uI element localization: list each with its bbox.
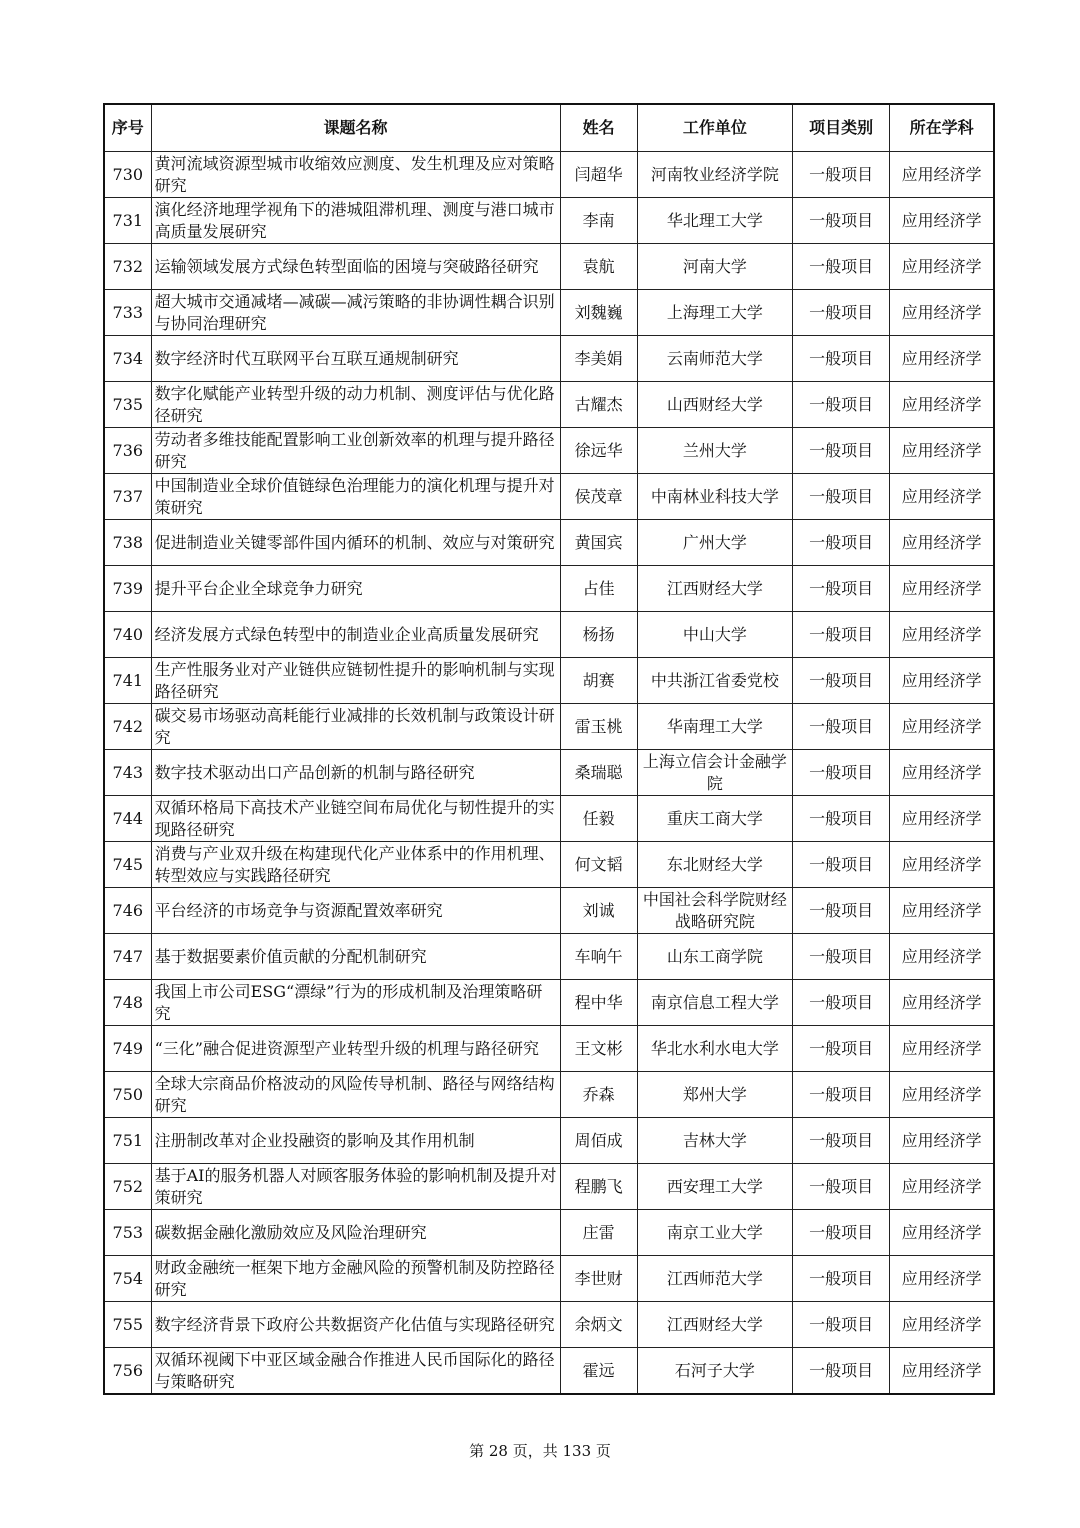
cell-unit: 云南师范大学 bbox=[637, 336, 792, 382]
cell-type: 一般项目 bbox=[793, 888, 890, 934]
header-title: 课题名称 bbox=[151, 104, 560, 152]
cell-unit: 山西财经大学 bbox=[637, 382, 792, 428]
cell-title: 提升平台企业全球竞争力研究 bbox=[151, 566, 560, 612]
cell-subject: 应用经济学 bbox=[890, 612, 994, 658]
cell-name: 乔森 bbox=[560, 1072, 637, 1118]
cell-no: 744 bbox=[104, 796, 151, 842]
cell-no: 741 bbox=[104, 658, 151, 704]
cell-unit: 中南林业科技大学 bbox=[637, 474, 792, 520]
table-row bbox=[104, 152, 994, 198]
cell-no: 753 bbox=[104, 1210, 151, 1256]
cell-unit: 河南牧业经济学院 bbox=[637, 152, 792, 198]
table-row bbox=[104, 1302, 994, 1348]
cell-type: 一般项目 bbox=[793, 1210, 890, 1256]
cell-unit: 上海理工大学 bbox=[637, 290, 792, 336]
cell-name: 雷玉桃 bbox=[560, 704, 637, 750]
cell-subject: 应用经济学 bbox=[890, 520, 994, 566]
cell-type: 一般项目 bbox=[793, 1164, 890, 1210]
cell-type: 一般项目 bbox=[793, 796, 890, 842]
cell-unit: 广州大学 bbox=[637, 520, 792, 566]
cell-title: 劳动者多维技能配置影响工业创新效率的机理与提升路径研究 bbox=[151, 428, 560, 474]
cell-no: 730 bbox=[104, 152, 151, 198]
cell-title: 基于数据要素价值贡献的分配机制研究 bbox=[151, 934, 560, 980]
page-footer: 第 28 页，共 133 页 bbox=[469, 1442, 611, 1460]
cell-name: 周佰成 bbox=[560, 1118, 637, 1164]
cell-type: 一般项目 bbox=[793, 152, 890, 198]
cell-subject: 应用经济学 bbox=[890, 704, 994, 750]
table-row bbox=[104, 198, 994, 244]
cell-title: 全球大宗商品价格波动的风险传导机制、路径与网络结构研究 bbox=[151, 1072, 560, 1118]
cell-title: 经济发展方式绿色转型中的制造业企业高质量发展研究 bbox=[151, 612, 560, 658]
cell-subject: 应用经济学 bbox=[890, 1072, 994, 1118]
cell-name: 袁航 bbox=[560, 244, 637, 290]
cell-type: 一般项目 bbox=[793, 520, 890, 566]
cell-title: 碳交易市场驱动高耗能行业减排的长效机制与政策设计研究 bbox=[151, 704, 560, 750]
cell-type: 一般项目 bbox=[793, 1118, 890, 1164]
cell-name: 胡赛 bbox=[560, 658, 637, 704]
table-row bbox=[104, 1118, 994, 1164]
cell-unit: 中山大学 bbox=[637, 612, 792, 658]
cell-subject: 应用经济学 bbox=[890, 1256, 994, 1302]
cell-unit: 重庆工商大学 bbox=[637, 796, 792, 842]
table-row bbox=[104, 520, 994, 566]
table-row bbox=[104, 566, 994, 612]
table-row bbox=[104, 612, 994, 658]
cell-unit: 郑州大学 bbox=[637, 1072, 792, 1118]
cell-title: 促进制造业关键零部件国内循环的机制、效应与对策研究 bbox=[151, 520, 560, 566]
cell-name: 庄雷 bbox=[560, 1210, 637, 1256]
cell-unit: 江西师范大学 bbox=[637, 1256, 792, 1302]
cell-type: 一般项目 bbox=[793, 704, 890, 750]
cell-title: 消费与产业双升级在构建现代化产业体系中的作用机理、转型效应与实践路径研究 bbox=[151, 842, 560, 888]
cell-name: 李美娟 bbox=[560, 336, 637, 382]
cell-name: 李南 bbox=[560, 198, 637, 244]
cell-name: 刘诚 bbox=[560, 888, 637, 934]
table-row bbox=[104, 290, 994, 336]
table-row bbox=[104, 1164, 994, 1210]
cell-type: 一般项目 bbox=[793, 244, 890, 290]
cell-no: 756 bbox=[104, 1348, 151, 1395]
cell-no: 745 bbox=[104, 842, 151, 888]
cell-subject: 应用经济学 bbox=[890, 1302, 994, 1348]
header-unit: 工作单位 bbox=[637, 104, 792, 152]
cell-title: 数字经济背景下政府公共数据资产化估值与实现路径研究 bbox=[151, 1302, 560, 1348]
cell-title: 我国上市公司ESG“漂绿”行为的形成机制及治理策略研究 bbox=[151, 980, 560, 1026]
cell-type: 一般项目 bbox=[793, 1256, 890, 1302]
cell-subject: 应用经济学 bbox=[890, 428, 994, 474]
cell-no: 748 bbox=[104, 980, 151, 1026]
cell-no: 735 bbox=[104, 382, 151, 428]
cell-name: 任毅 bbox=[560, 796, 637, 842]
cell-title: 基于AI的服务机器人对顾客服务体验的影响机制及提升对策研究 bbox=[151, 1164, 560, 1210]
cell-type: 一般项目 bbox=[793, 658, 890, 704]
cell-unit: 江西财经大学 bbox=[637, 566, 792, 612]
cell-name: 占佳 bbox=[560, 566, 637, 612]
table-row bbox=[104, 1026, 994, 1072]
cell-title: 平台经济的市场竞争与资源配置效率研究 bbox=[151, 888, 560, 934]
cell-title: 数字化赋能产业转型升级的动力机制、测度评估与优化路径研究 bbox=[151, 382, 560, 428]
cell-no: 737 bbox=[104, 474, 151, 520]
cell-type: 一般项目 bbox=[793, 1026, 890, 1072]
project-table bbox=[103, 103, 995, 1395]
cell-title: “三化”融合促进资源型产业转型升级的机理与路径研究 bbox=[151, 1026, 560, 1072]
cell-type: 一般项目 bbox=[793, 566, 890, 612]
table-row bbox=[104, 1210, 994, 1256]
cell-no: 749 bbox=[104, 1026, 151, 1072]
cell-name: 杨扬 bbox=[560, 612, 637, 658]
table-row bbox=[104, 750, 994, 796]
cell-subject: 应用经济学 bbox=[890, 474, 994, 520]
cell-title: 运输领域发展方式绿色转型面临的困境与突破路径研究 bbox=[151, 244, 560, 290]
cell-type: 一般项目 bbox=[793, 290, 890, 336]
table-row bbox=[104, 980, 994, 1026]
cell-type: 一般项目 bbox=[793, 382, 890, 428]
cell-name: 侯茂章 bbox=[560, 474, 637, 520]
table-row bbox=[104, 842, 994, 888]
cell-type: 一般项目 bbox=[793, 1072, 890, 1118]
cell-subject: 应用经济学 bbox=[890, 750, 994, 796]
cell-unit: 江西财经大学 bbox=[637, 1302, 792, 1348]
cell-name: 古耀杰 bbox=[560, 382, 637, 428]
cell-title: 双循环视阈下中亚区域金融合作推进人民币国际化的路径与策略研究 bbox=[151, 1348, 560, 1395]
table-row bbox=[104, 704, 994, 750]
table-row bbox=[104, 934, 994, 980]
cell-subject: 应用经济学 bbox=[890, 934, 994, 980]
cell-subject: 应用经济学 bbox=[890, 1026, 994, 1072]
cell-no: 752 bbox=[104, 1164, 151, 1210]
cell-subject: 应用经济学 bbox=[890, 658, 994, 704]
table-row bbox=[104, 336, 994, 382]
cell-unit: 华北水利水电大学 bbox=[637, 1026, 792, 1072]
header-subject: 所在学科 bbox=[890, 104, 994, 152]
cell-subject: 应用经济学 bbox=[890, 1118, 994, 1164]
cell-type: 一般项目 bbox=[793, 428, 890, 474]
cell-subject: 应用经济学 bbox=[890, 980, 994, 1026]
cell-unit: 兰州大学 bbox=[637, 428, 792, 474]
cell-name: 李世财 bbox=[560, 1256, 637, 1302]
cell-subject: 应用经济学 bbox=[890, 888, 994, 934]
cell-unit: 山东工商学院 bbox=[637, 934, 792, 980]
cell-name: 刘魏巍 bbox=[560, 290, 637, 336]
cell-subject: 应用经济学 bbox=[890, 336, 994, 382]
cell-unit: 河南大学 bbox=[637, 244, 792, 290]
cell-type: 一般项目 bbox=[793, 612, 890, 658]
cell-unit: 南京工业大学 bbox=[637, 1210, 792, 1256]
table-header-row bbox=[104, 104, 994, 152]
cell-title: 数字技术驱动出口产品创新的机制与路径研究 bbox=[151, 750, 560, 796]
cell-no: 736 bbox=[104, 428, 151, 474]
cell-type: 一般项目 bbox=[793, 198, 890, 244]
cell-no: 740 bbox=[104, 612, 151, 658]
cell-no: 743 bbox=[104, 750, 151, 796]
cell-type: 一般项目 bbox=[793, 1302, 890, 1348]
cell-no: 747 bbox=[104, 934, 151, 980]
cell-subject: 应用经济学 bbox=[890, 842, 994, 888]
cell-title: 碳数据金融化激励效应及风险治理研究 bbox=[151, 1210, 560, 1256]
cell-type: 一般项目 bbox=[793, 474, 890, 520]
cell-unit: 西安理工大学 bbox=[637, 1164, 792, 1210]
table-row bbox=[104, 658, 994, 704]
cell-unit: 中共浙江省委党校 bbox=[637, 658, 792, 704]
table-row bbox=[104, 244, 994, 290]
table-row bbox=[104, 1348, 994, 1395]
cell-subject: 应用经济学 bbox=[890, 1210, 994, 1256]
cell-subject: 应用经济学 bbox=[890, 1164, 994, 1210]
header-name: 姓名 bbox=[560, 104, 637, 152]
cell-unit: 上海立信会计金融学院 bbox=[637, 750, 792, 796]
cell-title: 双循环格局下高技术产业链空间布局优化与韧性提升的实现路径研究 bbox=[151, 796, 560, 842]
cell-name: 何文韬 bbox=[560, 842, 637, 888]
cell-subject: 应用经济学 bbox=[890, 198, 994, 244]
cell-title: 数字经济时代互联网平台互联互通规制研究 bbox=[151, 336, 560, 382]
cell-name: 车响午 bbox=[560, 934, 637, 980]
cell-type: 一般项目 bbox=[793, 750, 890, 796]
cell-unit: 中国社会科学院财经战略研究院 bbox=[637, 888, 792, 934]
cell-title: 超大城市交通减堵—减碳—减污策略的非协调性耦合识别与协同治理研究 bbox=[151, 290, 560, 336]
cell-no: 734 bbox=[104, 336, 151, 382]
cell-subject: 应用经济学 bbox=[890, 1348, 994, 1395]
cell-unit: 华南理工大学 bbox=[637, 704, 792, 750]
table-row bbox=[104, 428, 994, 474]
table-row bbox=[104, 796, 994, 842]
cell-title: 生产性服务业对产业链供应链韧性提升的影响机制与实现路径研究 bbox=[151, 658, 560, 704]
cell-unit: 吉林大学 bbox=[637, 1118, 792, 1164]
cell-no: 731 bbox=[104, 198, 151, 244]
cell-name: 程中华 bbox=[560, 980, 637, 1026]
table-row bbox=[104, 474, 994, 520]
cell-title: 演化经济地理学视角下的港城阻滞机理、测度与港口城市高质量发展研究 bbox=[151, 198, 560, 244]
table-row bbox=[104, 888, 994, 934]
cell-title: 财政金融统一框架下地方金融风险的预警机制及防控路径研究 bbox=[151, 1256, 560, 1302]
header-no: 序号 bbox=[104, 104, 151, 152]
cell-name: 黄国宾 bbox=[560, 520, 637, 566]
cell-type: 一般项目 bbox=[793, 934, 890, 980]
cell-name: 王文彬 bbox=[560, 1026, 637, 1072]
cell-unit: 华北理工大学 bbox=[637, 198, 792, 244]
cell-title: 注册制改革对企业投融资的影响及其作用机制 bbox=[151, 1118, 560, 1164]
cell-type: 一般项目 bbox=[793, 336, 890, 382]
cell-no: 738 bbox=[104, 520, 151, 566]
cell-no: 746 bbox=[104, 888, 151, 934]
cell-unit: 石河子大学 bbox=[637, 1348, 792, 1395]
cell-type: 一般项目 bbox=[793, 1348, 890, 1395]
cell-name: 桑瑞聪 bbox=[560, 750, 637, 796]
cell-no: 754 bbox=[104, 1256, 151, 1302]
table-row bbox=[104, 1072, 994, 1118]
cell-unit: 南京信息工程大学 bbox=[637, 980, 792, 1026]
cell-no: 751 bbox=[104, 1118, 151, 1164]
cell-title: 黄河流域资源型城市收缩效应测度、发生机理及应对策略研究 bbox=[151, 152, 560, 198]
cell-type: 一般项目 bbox=[793, 842, 890, 888]
header-type: 项目类别 bbox=[793, 104, 890, 152]
cell-type: 一般项目 bbox=[793, 980, 890, 1026]
cell-name: 徐远华 bbox=[560, 428, 637, 474]
cell-name: 余炳文 bbox=[560, 1302, 637, 1348]
cell-subject: 应用经济学 bbox=[890, 382, 994, 428]
cell-unit: 东北财经大学 bbox=[637, 842, 792, 888]
table-body bbox=[104, 152, 994, 1395]
cell-subject: 应用经济学 bbox=[890, 566, 994, 612]
cell-name: 程鹏飞 bbox=[560, 1164, 637, 1210]
cell-no: 742 bbox=[104, 704, 151, 750]
cell-no: 750 bbox=[104, 1072, 151, 1118]
cell-subject: 应用经济学 bbox=[890, 796, 994, 842]
cell-name: 闫超华 bbox=[560, 152, 637, 198]
table-row bbox=[104, 1256, 994, 1302]
cell-name: 霍远 bbox=[560, 1348, 637, 1395]
cell-title: 中国制造业全球价值链绿色治理能力的演化机理与提升对策研究 bbox=[151, 474, 560, 520]
cell-subject: 应用经济学 bbox=[890, 244, 994, 290]
cell-no: 755 bbox=[104, 1302, 151, 1348]
cell-no: 739 bbox=[104, 566, 151, 612]
table-row bbox=[104, 382, 994, 428]
cell-no: 733 bbox=[104, 290, 151, 336]
cell-subject: 应用经济学 bbox=[890, 290, 994, 336]
cell-no: 732 bbox=[104, 244, 151, 290]
cell-subject: 应用经济学 bbox=[890, 152, 994, 198]
